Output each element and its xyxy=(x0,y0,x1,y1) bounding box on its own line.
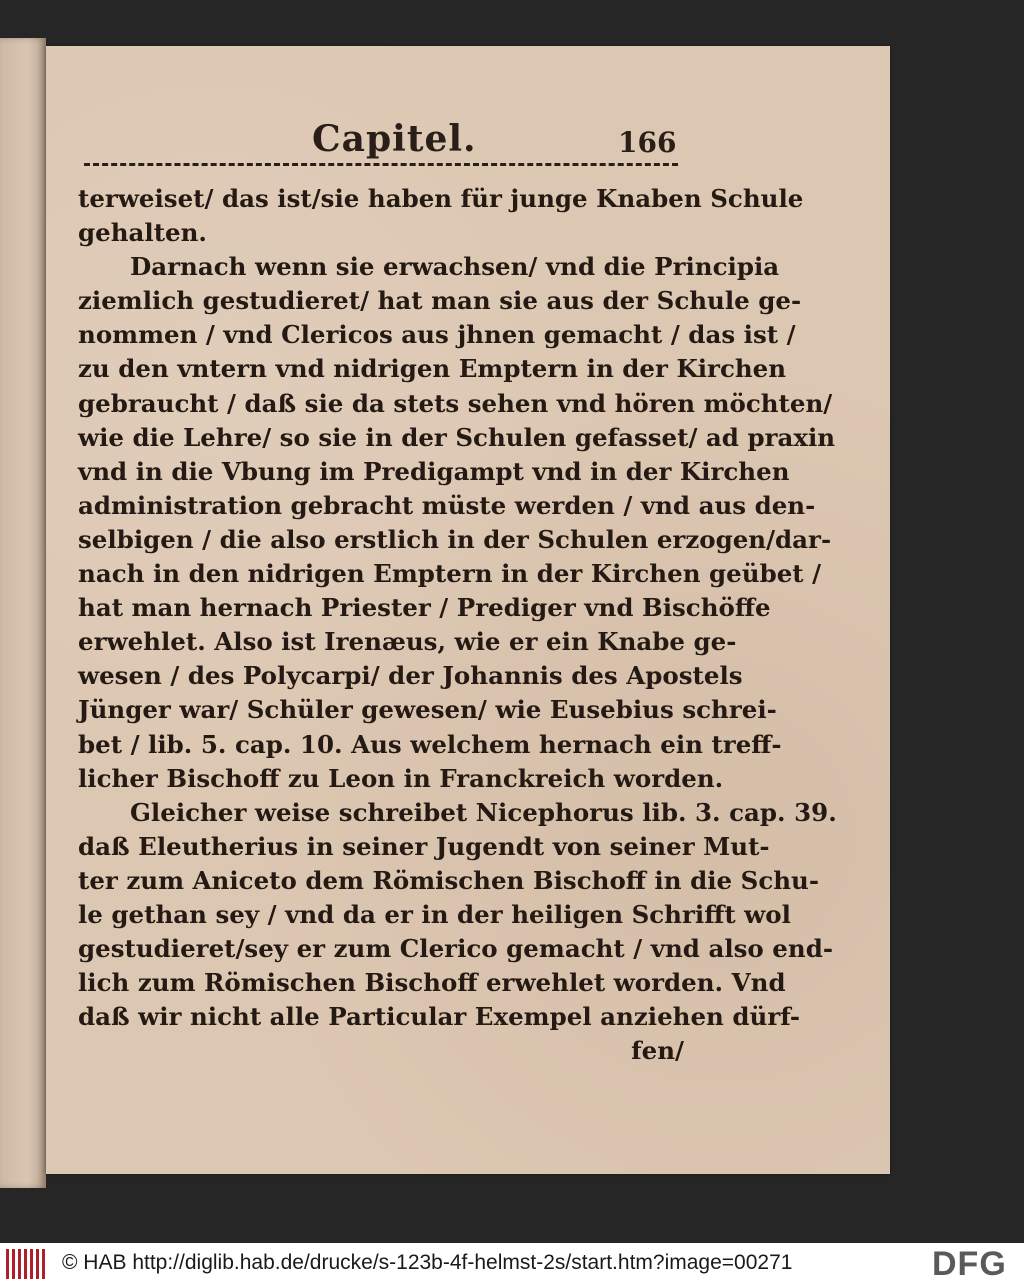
page-number: 166 xyxy=(618,126,677,159)
text-line: selbigen / die also erstlich in der Schulen erzogen/dar- xyxy=(78,524,832,554)
text-line: administration gebracht müste werden / vnd aus den- xyxy=(78,490,816,520)
text-line: lich zum Römischen Bischoff erwehlet worden. Vnd xyxy=(78,968,786,998)
text-line: fen/ xyxy=(631,1036,684,1066)
text-line: erwehlet. Also ist Irenæus, wie er ein Knabe ge- xyxy=(78,627,737,657)
dfg-logo: DFG xyxy=(932,1245,1007,1283)
text-line: nommen / vnd Clericos aus jhnen gemacht / das ist / xyxy=(78,320,796,350)
text-line: le gethan sey / vnd da er in der heiligen Schrifft wol xyxy=(78,899,791,929)
text-line: bet / lib. 5. cap. 10. Aus welchem hernach ein treff- xyxy=(78,729,782,759)
body-text xyxy=(78,182,837,1068)
text-line: licher Bischoff zu Leon in Franckreich worden. xyxy=(78,763,724,793)
text-line: Jünger war/ Schüler gewesen/ wie Eusebius schrei- xyxy=(78,695,777,725)
text-line: ter zum Aniceto dem Römischen Bischoff in die Schu- xyxy=(78,865,820,895)
text-line: daß wir nicht alle Particular Exempel anziehen dürf- xyxy=(78,1002,801,1032)
page-header xyxy=(46,118,890,168)
barcode-icon xyxy=(6,1249,46,1279)
text-line: terweiset/ das ist/sie haben für junge Knaben Schule xyxy=(78,184,804,213)
text-line: hat man hernach Priester / Prediger vnd Bischöffe xyxy=(78,593,771,623)
text-line: gestudieret/sey er zum Clerico gemacht / vnd also end- xyxy=(78,934,834,964)
book-page xyxy=(46,46,890,1174)
previous-page-edge xyxy=(0,38,46,1188)
text-line: gebraucht / daß sie da stets sehen vnd hören möchten/ xyxy=(78,388,833,418)
text-line: ziemlich gestudieret/ hat man sie aus der Schule ge- xyxy=(78,286,802,316)
text-line: wesen / des Polycarpi/ der Johannis des Apostels xyxy=(78,661,743,691)
text-line: daß Eleutherius in seiner Jugendt von seiner Mut- xyxy=(78,831,770,861)
text-line: gehalten. xyxy=(78,218,207,248)
text-line: Gleicher weise schreibet Nicephorus lib. 3. cap. 39. xyxy=(130,797,837,827)
text-line: zu den vntern vnd nidrigen Emptern in der Kirchen xyxy=(78,354,787,384)
copyright-link[interactable]: © HAB http://diglib.hab.de/drucke/s-123b-4f-helmst-2s/start.htm?image=00271 xyxy=(62,1251,793,1274)
text-line: vnd in die Vbung im Predigampt vnd in der Kirchen xyxy=(78,456,790,486)
header-rule xyxy=(84,163,678,166)
text-line: nach in den nidrigen Emptern in der Kirchen geübet / xyxy=(78,559,822,589)
text-line: wie die Lehre/ so sie in der Schulen gefasset/ ad praxin xyxy=(78,422,836,452)
text-line: Darnach wenn sie erwachsen/ vnd die Principia xyxy=(130,252,780,282)
footer-bar xyxy=(0,1243,1024,1285)
running-head: Capitel. xyxy=(312,118,477,160)
